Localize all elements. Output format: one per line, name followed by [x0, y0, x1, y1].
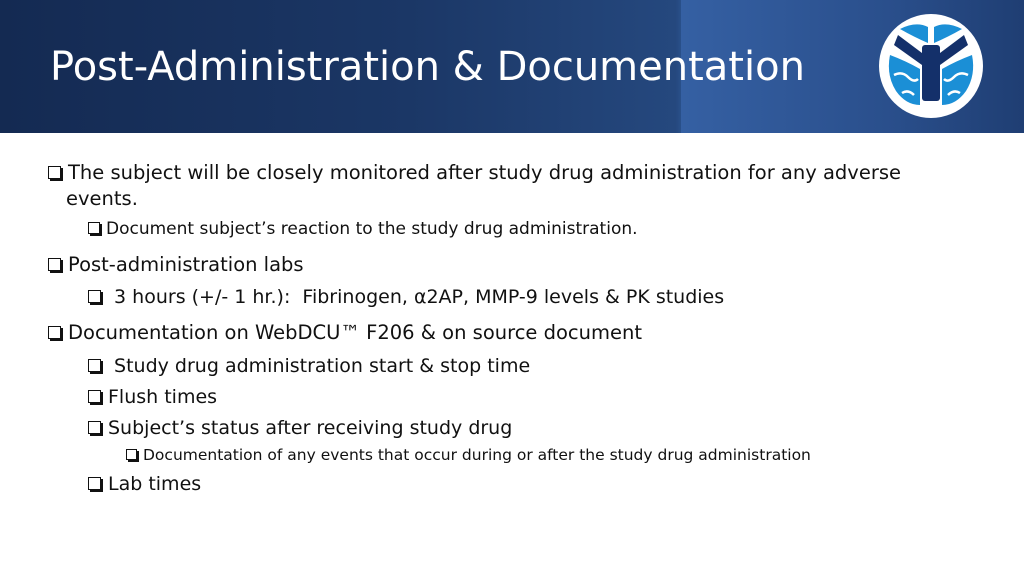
checkbox-bullet-icon: [88, 421, 101, 434]
bullet-text: Documentation on WebDCU™ F206 & on source document: [68, 321, 642, 344]
checkbox-bullet-icon: [88, 390, 101, 403]
bullet-text: Study drug administration start & stop time: [108, 355, 531, 377]
checkbox-bullet-icon: [48, 166, 61, 179]
checkbox-bullet-icon: [88, 359, 101, 372]
checkbox-bullet-icon: [48, 258, 61, 271]
sub-bullet-start-stop-time: [88, 355, 530, 377]
bullet-text: events.: [66, 187, 138, 210]
sub-bullet-lab-times: [88, 473, 201, 495]
checkbox-bullet-icon: [88, 222, 100, 234]
sub-bullet-subject-status: [88, 417, 512, 439]
bullet-text: The subject will be closely monitored after study drug administration for any adverse: [68, 161, 902, 184]
bullet-documentation: [48, 321, 642, 344]
bullet-monitoring-continued: [66, 187, 138, 210]
sub-bullet-flush-times: [88, 386, 217, 408]
bullet-text: Lab times: [108, 473, 202, 495]
bullet-text: 3 hours (+/- 1 hr.): Fibrinogen, α2AP, MMP-9 levels & PK studies: [108, 286, 725, 308]
bullet-text: Documentation of any events that occur during or after the study drug administration: [143, 446, 811, 464]
sub-sub-bullet-events: [126, 446, 811, 464]
bullet-text: Subject’s status after receiving study drug: [108, 417, 513, 439]
sub-bullet-labs-timing: [88, 286, 724, 308]
bullet-text: Post-administration labs: [68, 253, 304, 276]
checkbox-bullet-icon: [126, 449, 137, 460]
checkbox-bullet-icon: [88, 477, 101, 490]
bullet-monitoring: [48, 161, 901, 184]
checkbox-bullet-icon: [88, 290, 101, 303]
slide-title: Post-Administration & Documentation: [50, 44, 805, 90]
bullet-text: Document subject’s reaction to the study drug administration.: [106, 219, 638, 239]
checkbox-bullet-icon: [48, 326, 61, 339]
bullet-post-admin-labs: [48, 253, 304, 276]
sub-bullet-document-reaction: [88, 219, 638, 239]
bullet-text: Flush times: [108, 386, 218, 408]
